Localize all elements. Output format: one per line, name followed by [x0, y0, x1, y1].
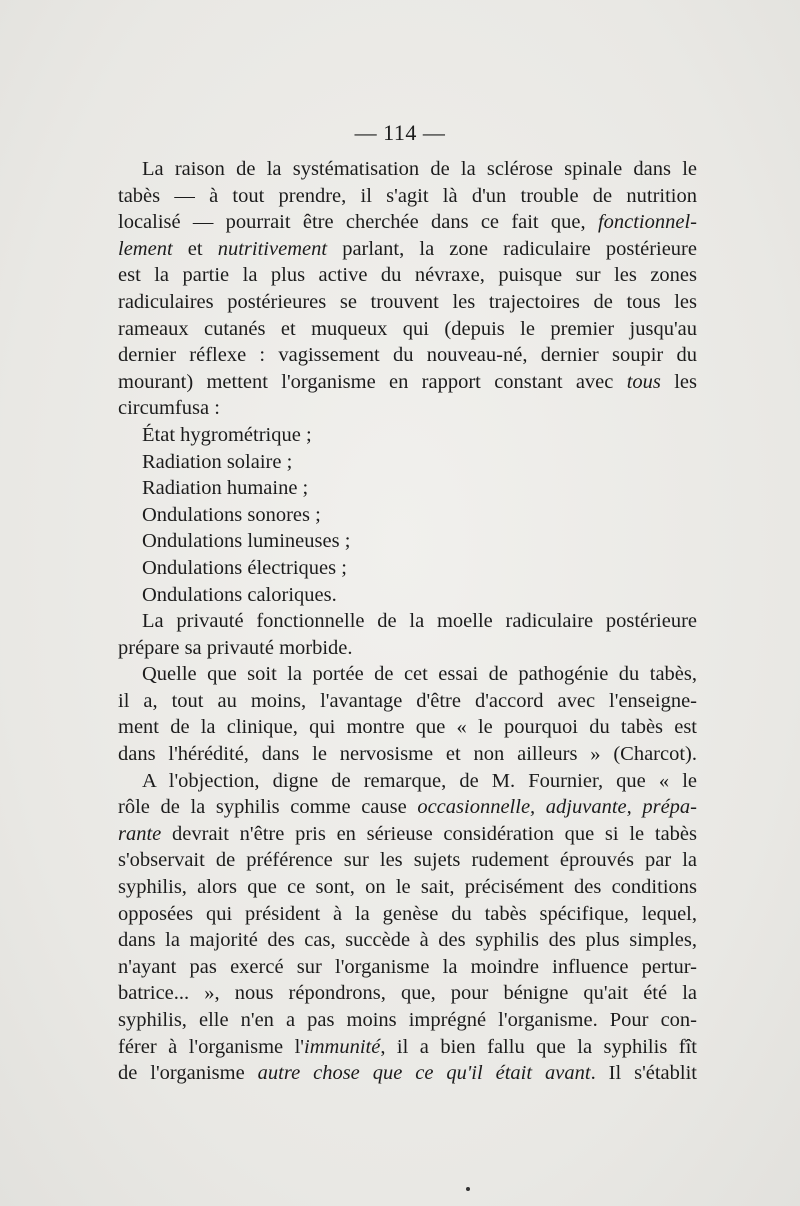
text-line: est la partie la plus active du névraxe, puisque sur les zones: [118, 264, 697, 287]
text-line: batrice... », nous répondrons, que, pour bénigne qu'ait été la: [118, 982, 697, 1005]
list-item: Radiation solaire ;: [142, 450, 293, 473]
text-line: mourant) mettent l'organisme en rapport constant avec tous les: [118, 370, 697, 393]
text-line: prépare sa privauté morbide.: [118, 636, 353, 659]
text-line: de l'organisme autre chose que ce qu'il était avant. Il s'établit: [118, 1062, 697, 1085]
text-line: dans l'hérédité, dans le nervosisme et non ailleurs » (Charcot).: [118, 743, 697, 766]
text-line: syphilis, alors que ce sont, on le sait, précisément des conditions: [118, 876, 697, 899]
text-line: rôle de la syphilis comme cause occasionnelle, adjuvante, prépa-: [118, 796, 697, 819]
text-line: syphilis, elle n'en a pas moins imprégné l'organisme. Pour con-: [118, 1009, 697, 1031]
text-line: opposées qui président à la genèse du tabès spécifique, lequel,: [118, 902, 697, 925]
text-line: s'observait de préférence sur les sujets rudement éprouvés par la: [118, 849, 697, 872]
text-line: A l'objection, digne de remarque, de M. Fournier, que « le: [142, 769, 697, 792]
text-line: il a, tout au moins, l'avantage d'être d'accord avec l'enseigne-: [118, 689, 697, 712]
page-number: — 114 —: [354, 120, 446, 145]
list-item: Ondulations caloriques.: [142, 583, 337, 606]
text-line: lement et nutritivement parlant, la zone radiculaire postérieure: [118, 237, 697, 260]
list-item: État hygrométrique ;: [142, 423, 312, 446]
text-line: n'ayant pas exercé sur l'organisme la moindre influence pertur-: [118, 955, 697, 978]
text-line: ment de la clinique, qui montre que « le pourquoi du tabès est: [118, 716, 697, 739]
text-line: radiculaires postérieures se trouvent les trajectoires de tous les: [118, 290, 697, 313]
text-line: localisé — pourrait être cherchée dans ce fait que, fonctionnel-: [118, 211, 697, 234]
text-line: dans la majorité des cas, succède à des syphilis des plus simples,: [118, 929, 697, 952]
list-item: Ondulations sonores ;: [142, 503, 321, 526]
list-item: Radiation humaine ;: [142, 477, 309, 500]
text-line: circumfusa :: [118, 397, 220, 420]
ink-speck: [466, 1187, 470, 1191]
text-line: La privauté fonctionnelle de la moelle radiculaire postérieure: [142, 610, 697, 633]
text-line: dernier réflexe : vagissement du nouveau-né, dernier soupir du: [118, 344, 697, 367]
text-line: rante devrait n'être pris en sérieuse considération que si le tabès: [118, 822, 697, 845]
list-item: Ondulations électriques ;: [142, 556, 347, 579]
list-item: Ondulations lumineuses ;: [142, 530, 351, 553]
body-text: [118, 156, 697, 1087]
text-line: Quelle que soit la portée de cet essai de pathogénie du tabès,: [142, 663, 697, 686]
text-line: rameaux cutanés et muqueux qui (depuis le premier jusqu'au: [118, 317, 697, 340]
text-line: tabès — à tout prendre, il s'agit là d'un trouble de nutrition: [118, 184, 697, 207]
text-line: La raison de la systématisation de la sclérose spinale dans le: [142, 158, 697, 180]
text-line: férer à l'organisme l'immunité, il a bien fallu que la syphilis fît: [118, 1035, 697, 1058]
